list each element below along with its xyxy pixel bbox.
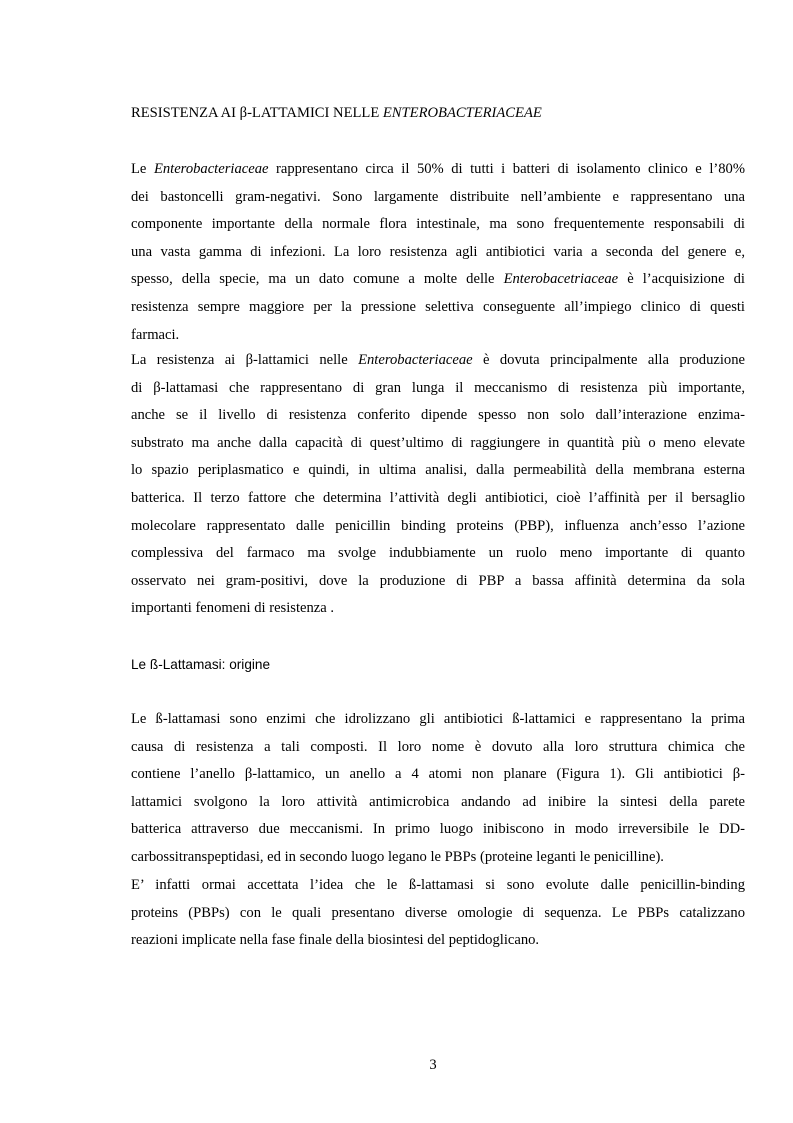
- text-line: [131, 402, 745, 430]
- text-line: [131, 595, 745, 623]
- text-segment: Le: [131, 161, 154, 177]
- text-line: [131, 347, 745, 375]
- text-segment: componente importante della normale flora intestinale, ma sono frequentemente responsabili di: [131, 216, 745, 233]
- section-heading: [131, 104, 745, 122]
- text-line: [131, 485, 745, 513]
- text-line: [131, 156, 745, 184]
- text-segment: complessiva del farmaco ma svolge indubbiamente un ruolo meno importante di quanto: [131, 545, 745, 562]
- text-segment: batterica. Il terzo fattore che determina l’attività degli antibiotici, cioè l’affinità per il bersaglio: [131, 489, 745, 506]
- text-segment: lattamici svolgono la loro attività antimicrobica andando ad inibire la sintesi della parete: [131, 793, 745, 810]
- text-line: [131, 706, 745, 734]
- text-segment: substrato ma anche dalla capacità di quest’ultimo di raggiungere in quantità più o meno elevate: [131, 434, 745, 451]
- text-line: [131, 761, 745, 789]
- paragraph-beta-lactamase-origin: [131, 872, 745, 955]
- text-line: [131, 789, 745, 817]
- paragraph-beta-lactamase-definition: [131, 706, 745, 872]
- text-segment: farmaci.: [131, 326, 180, 343]
- text-line: [131, 322, 745, 350]
- text-line: [131, 927, 745, 955]
- text-segment: osservato nei gram-positivi, dove la produzione di PBP a bassa affinità determina da sola: [131, 572, 745, 589]
- text-segment: batterica attraverso due meccanismi. In primo luogo inibiscono in modo irreversibile le DD-: [131, 821, 745, 838]
- text-segment: proteins (PBPs) con le quali presentano diverse omologie di sequenza. Le PBPs catalizzano: [131, 904, 745, 921]
- text-segment: reazioni implicate nella fase finale della biosintesi del peptidoglicano.: [131, 932, 540, 949]
- text-segment: causa di resistenza a tali composti. Il loro nome è dovuto alla loro struttura chimica che: [131, 738, 745, 755]
- text-segment: resistenza sempre maggiore per la pressione selettiva conseguente all’impiego clinico di questi: [131, 298, 745, 315]
- text-line: [131, 239, 745, 267]
- text-line: [131, 900, 745, 928]
- text-line: [131, 568, 745, 596]
- text-segment: La resistenza ai β-lattamici nelle: [131, 352, 359, 368]
- page-number: 3: [429, 1057, 437, 1073]
- text-segment: Le ß-lattamasi sono enzimi che idrolizzano gli antibiotici ß-lattamici e rappresentano la prima: [131, 711, 745, 727]
- text-line: [131, 844, 745, 872]
- text-line: [131, 513, 745, 541]
- italic-term: Enterobacteriaceae: [358, 352, 473, 368]
- text-line: [131, 816, 745, 844]
- subsection-heading: Le ß-Lattamasi: origine: [131, 657, 271, 672]
- section-heading-text: RESISTENZA AI β-LATTAMICI NELLE: [131, 105, 383, 121]
- italic-term: Enterobacetriaceae: [503, 271, 619, 288]
- text-segment: è dovuta principalmente alla produzione: [472, 352, 746, 368]
- text-segment: è l’acquisizione di: [618, 271, 745, 288]
- text-segment: rappresentano circa il 50% di tutti i batteri di isolamento clinico e l’80%: [268, 161, 745, 177]
- text-line: [131, 375, 745, 403]
- text-segment: carbossitranspeptidasi, ed in secondo luogo legano le PBPs (proteine leganti le penicilline).: [131, 848, 664, 865]
- text-segment: spesso, della specie, ma un dato comune a molte delle: [131, 271, 504, 288]
- text-line: [131, 540, 745, 568]
- text-line: [131, 872, 745, 900]
- text-line: [131, 211, 745, 239]
- text-segment: lo spazio periplasmatico e quindi, in ultima analisi, dalla permeabilità della membrana esterna: [131, 462, 745, 479]
- text-line: [131, 294, 745, 322]
- italic-term: Enterobacteriaceae: [153, 161, 269, 177]
- text-segment: una vasta gamma di infezioni. La loro resistenza agli antibiotici varia a seconda del genere e,: [131, 243, 745, 260]
- text-line: [131, 734, 745, 762]
- text-segment: E’ infatti ormai accettata l’idea che le ß-lattamasi si sono evolute dalle penicillin-binding: [131, 877, 745, 893]
- text-segment: dei bastoncelli gram-negativi. Sono largamente distribuite nell’ambiente e rappresentano una: [131, 188, 745, 205]
- text-segment: anche se il livello di resistenza conferito dipende spesso non solo dall’interazione enzima-: [131, 407, 745, 424]
- text-line: [131, 266, 745, 294]
- text-segment: importanti fenomeni di resistenza .: [131, 600, 335, 617]
- text-line: [131, 430, 745, 458]
- text-segment: di β-lattamasi che rappresentano di gran lunga il meccanismo di resistenza più importante,: [131, 379, 745, 396]
- paragraph-enterobacteriaceae-intro: [131, 156, 745, 349]
- section-heading-italic: ENTEROBACTERIACEAE: [382, 105, 542, 121]
- text-line: [131, 184, 745, 212]
- text-line: [131, 457, 745, 485]
- text-segment: molecolare rappresentato dalle penicillin binding proteins (PBP), influenza anch’esso l’azione: [131, 517, 745, 534]
- text-segment: contiene l’anello β-lattamico, un anello a 4 atomi non planare (Figura 1). Gli antibiotici β-: [131, 766, 745, 783]
- paragraph-beta-lactam-resistance: [131, 347, 745, 623]
